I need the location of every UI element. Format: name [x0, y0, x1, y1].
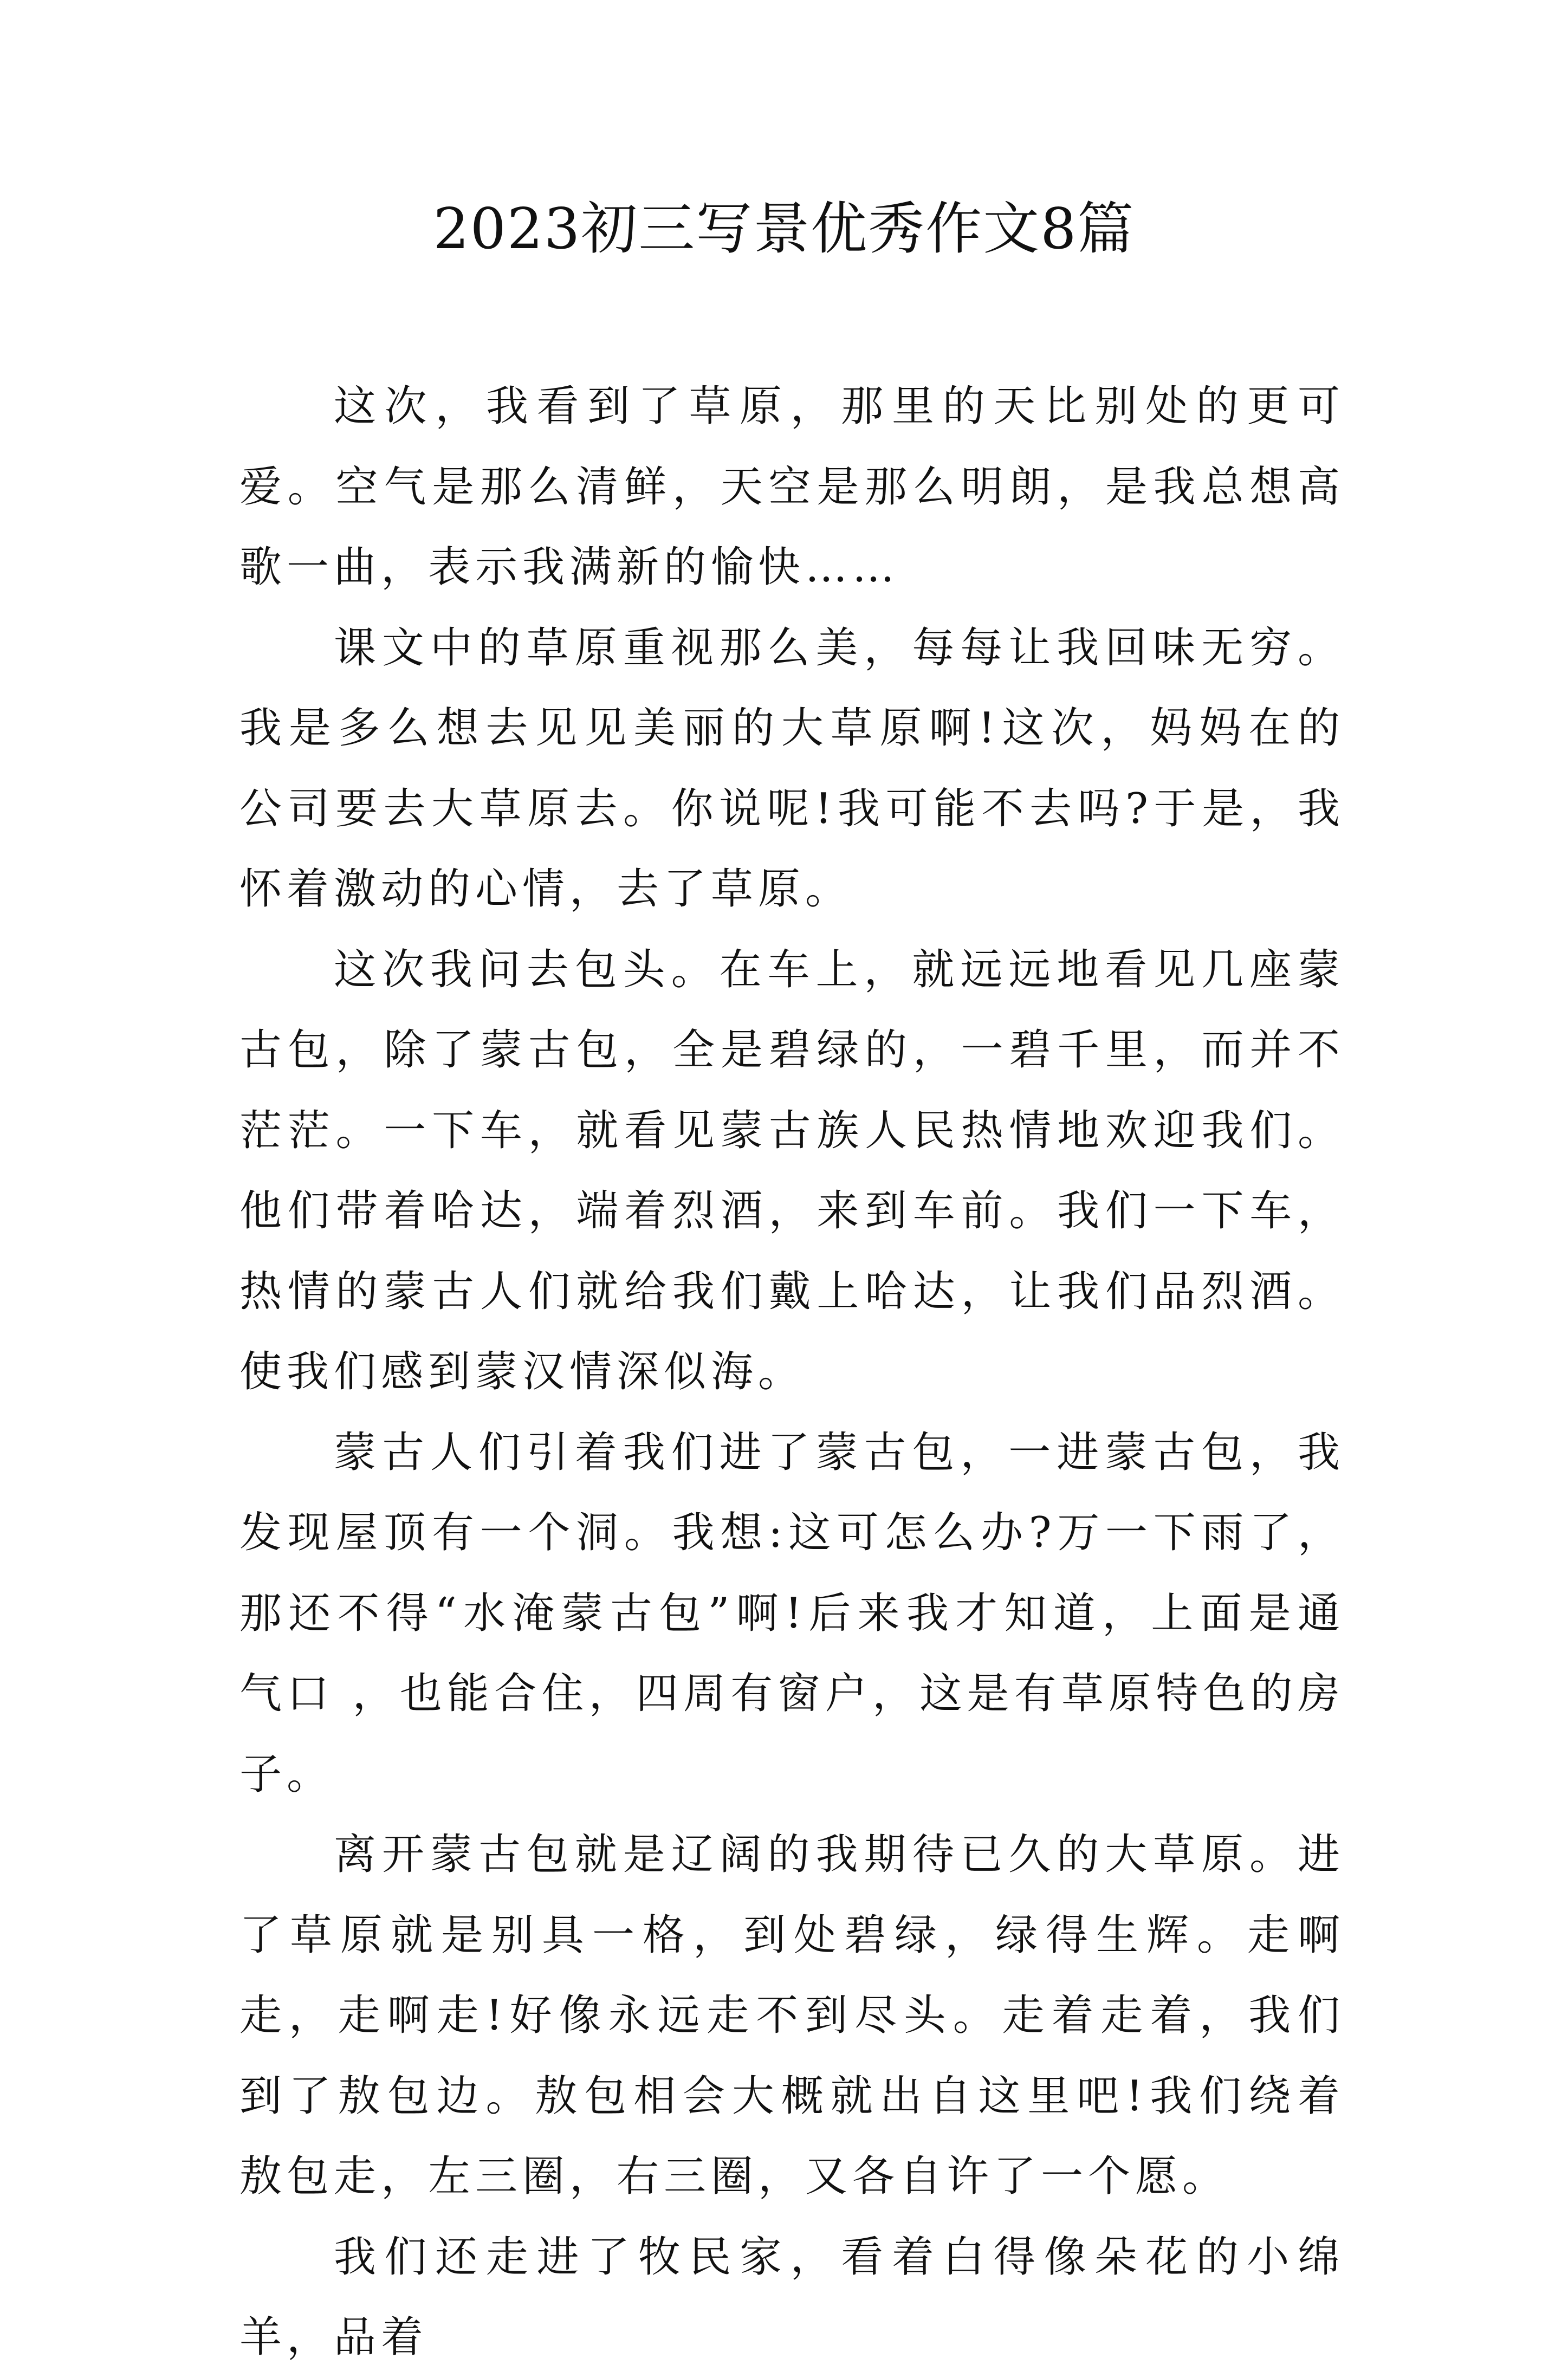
paragraph-5: 离开蒙古包就是辽阔的我期待已久的大草原。进了草原就是别具一格，到处碧绿，绿得生辉。走啊走，走啊走!好像永远走不到尽头。走着走着，我们到了敖包边。敖包相会大概就出自这里吧!我们绕着敖包走，左三圈，右三圈，又各自许了一个愿。 [239, 1830, 1345, 2201]
document-body [239, 366, 1345, 2378]
paragraph-3: 这次我问去包头。在车上，就远远地看见几座蒙古包，除了蒙古包，全是碧绿的，一碧千里，而并不茫茫。一下车，就看见蒙古族人民热情地欢迎我们。他们带着哈达，端着烈酒，来到车前。我们一下车，热情的蒙古人们就给我们戴上哈达，让我们品烈酒。使我们感到蒙汉情深似海。 [239, 945, 1345, 1396]
paragraph-4: 蒙古人们引着我们进了蒙古包，一进蒙古包，我发现屋顶有一个洞。我想:这可怎么办?万一下雨了，那还不得“水淹蒙古包”啊!后来我才知道，上面是通气口 ，也能合住，四周有窗户，这是有草原特色的房子。 [239, 1428, 1345, 1799]
paragraph-6: 我们还走进了牧民家，看着白得像朵花的小绵羊，品着 [239, 2232, 1345, 2362]
document-title: 2023初三写景优秀作文8篇 [433, 196, 1135, 262]
paragraph-2: 课文中的草原重视那么美，每每让我回味无穷。我是多么想去见见美丽的大草原啊!这次，妈妈在的公司要去大草原去。你说呢!我可能不去吗?于是，我怀着激动的心情，去了草原。 [239, 623, 1345, 913]
paragraph-1: 这次，我看到了草原，那里的天比别处的更可爱。空气是那么清鲜，天空是那么明朗，是我总想高歌一曲，表示我满新的愉快…… [239, 382, 1345, 592]
